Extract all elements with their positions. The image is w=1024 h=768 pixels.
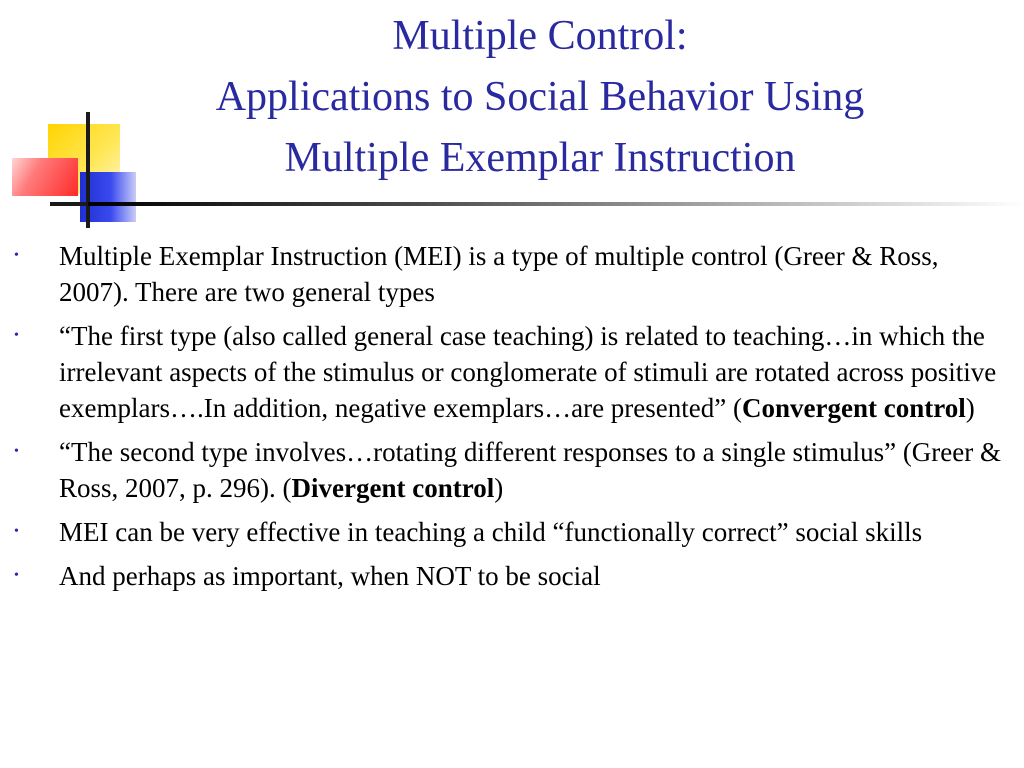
bullet-text: And perhaps as important, when NOT to be social (59, 561, 601, 591)
bullet-list (14, 238, 1004, 602)
bullet-item (14, 434, 1004, 506)
title-line-2: Applications to Social Behavior Using (215, 74, 865, 120)
title-line-1: Multiple Control: (392, 13, 688, 59)
bullet-dot-icon: • (14, 524, 19, 539)
bullet-text-end: ) (965, 393, 975, 423)
bullet-item (14, 514, 1004, 550)
bullet-dot-icon: • (14, 248, 19, 263)
bullet-text: “The second type involves…rotating different responses to a single stimulus” (Greer & Ross, 2007, p. 296). ( (59, 437, 1002, 503)
slide-title (130, 6, 950, 189)
bullet-text: MEI can be very effective in teaching a child “functionally correct” social skills (59, 517, 923, 547)
bullet-item (14, 558, 1004, 594)
bullet-emphasis: Divergent control (291, 473, 495, 503)
bullet-emphasis: Convergent control (741, 393, 966, 423)
logo-red-square (12, 158, 78, 196)
bullet-dot-icon: • (14, 444, 19, 459)
bullet-text-end: ) (494, 473, 504, 503)
bullet-text: Multiple Exemplar Instruction (MEI) is a type of multiple control (Greer & Ross, 2007). There are two general types (59, 241, 939, 307)
title-line-3: Multiple Exemplar Instruction (284, 135, 796, 181)
bullet-item (14, 238, 1004, 310)
bullet-text: “The first type (also called general case teaching) is related to teaching…in which the irrelevant aspects of the stimulus or conglomerate of stimuli are rotated across positive exemplars….In addition, negative exemplars…are presented” ( (59, 321, 997, 423)
title-divider (88, 202, 1024, 206)
bullet-dot-icon: • (14, 568, 19, 583)
bullet-item (14, 318, 1004, 426)
bullet-dot-icon: • (14, 328, 19, 343)
logo-vertical-line (86, 112, 90, 228)
